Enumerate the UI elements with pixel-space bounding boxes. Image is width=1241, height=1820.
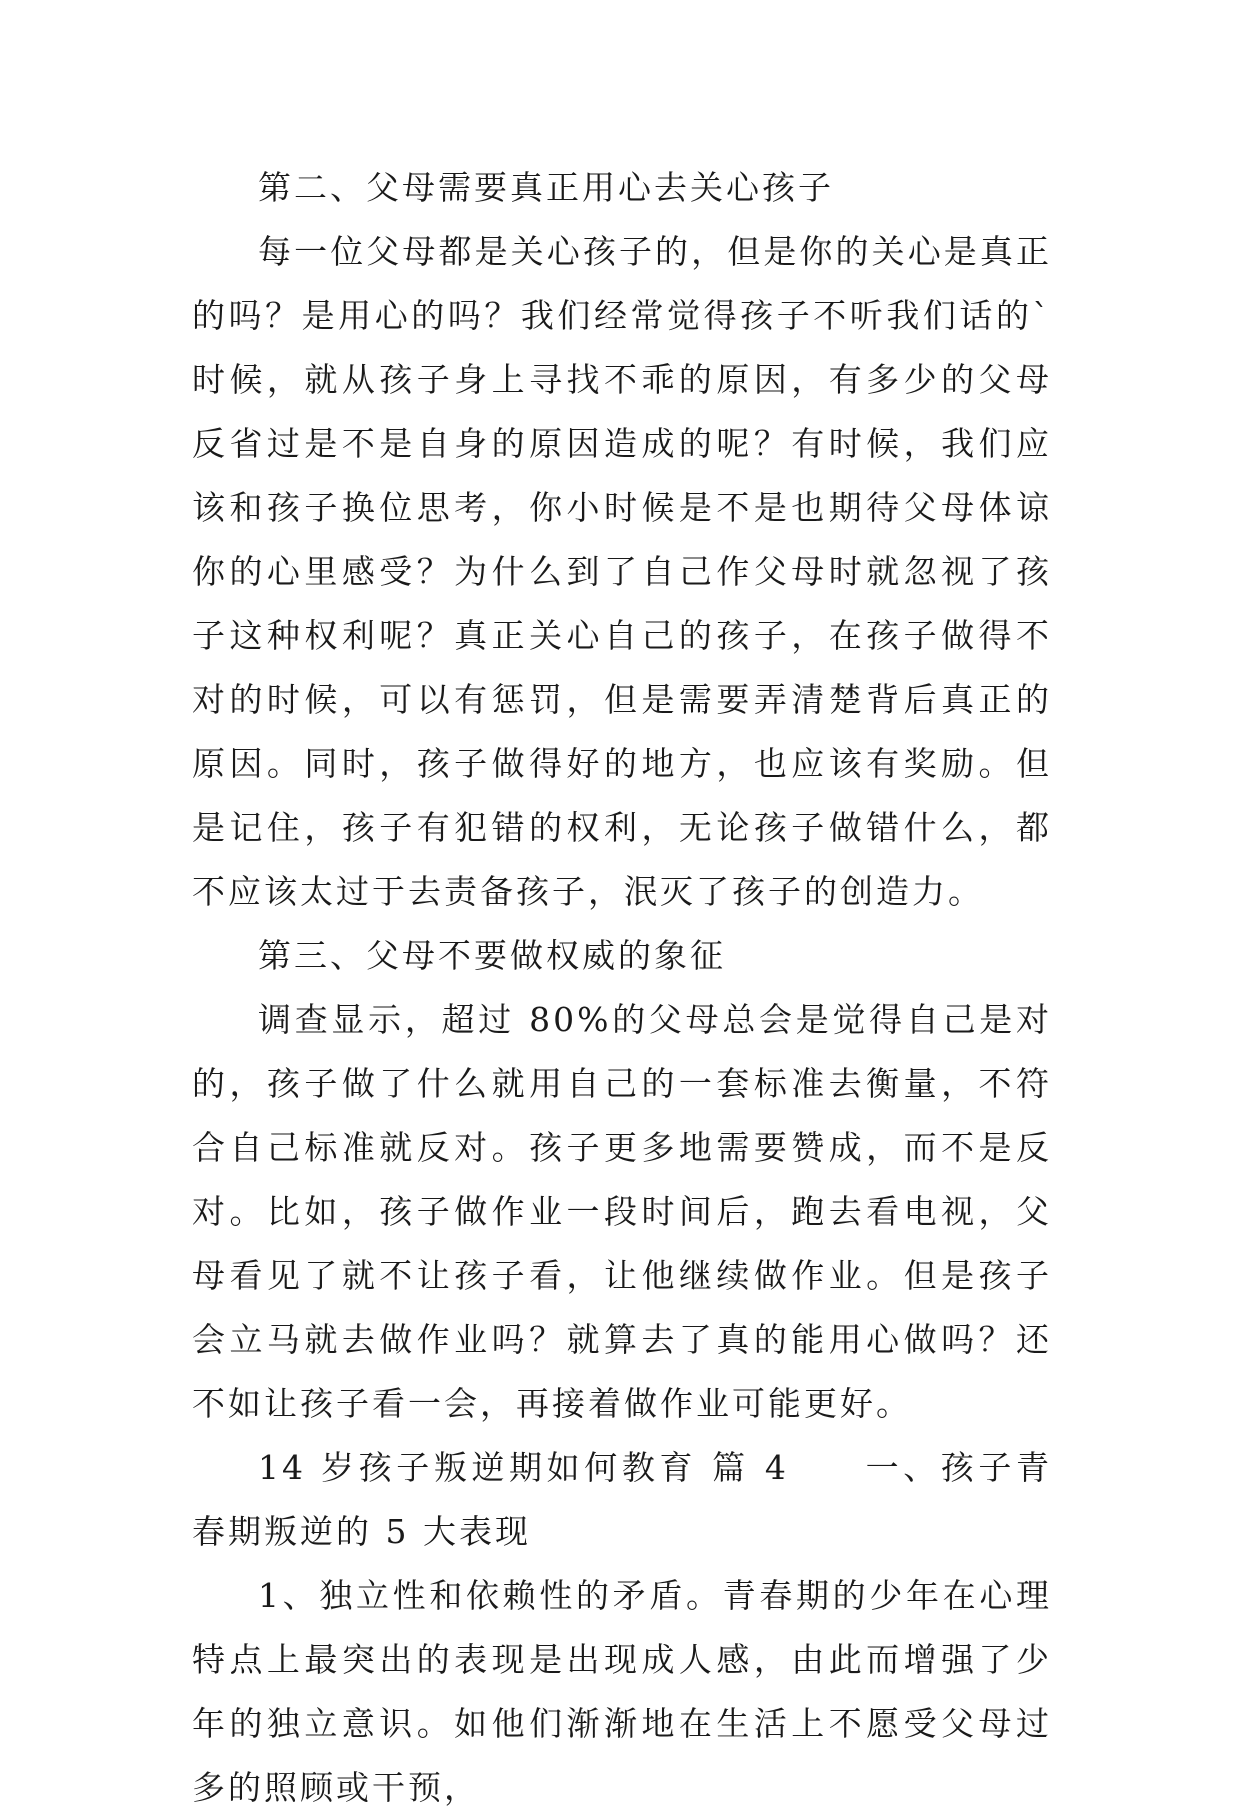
paragraph-care: 每一位父母都是关心孩子的，但是你的关心是真正的吗？是用心的吗？我们经常觉得孩子不听我们话的`时候，就从孩子身上寻找不乖的原因，有多少的父母反省过是不是自身的原因造成的呢？有时候，我们应该和孩子换位思考，你小时候是不是也期待父母体谅你的心里感受？为什么到了自己作父母时就忽视了孩子这种权利呢？真正关心自己的孩子，在孩子做得不对的时候，可以有惩罚，但是需要弄清楚背后真正的原因。同时，孩子做得好的地方，也应该有奖励。但是记住，孩子有犯错的权利，无论孩子做错什么，都不应该太过于去责备孩子，泯灭了孩子的创造力。 bbox=[192, 232, 1052, 911]
paragraph-article-four-title: 14 岁孩子叛逆期如何教育 篇 4 一、孩子青春期叛逆的 5 大表现 bbox=[192, 1448, 1052, 1551]
paragraph-independence: 1、独立性和依赖性的矛盾。青春期的少年在心理特点上最突出的表现是出现成人感，由此而增强了少年的独立意识。如他们渐渐地在生活上不愿受父母过多的照顾或干预， bbox=[192, 1576, 1052, 1807]
document-body bbox=[192, 156, 1052, 1820]
section-heading-two: 第二、父母需要真正用心去关心孩子 bbox=[258, 168, 834, 207]
section-heading-three: 第三、父母不要做权威的象征 bbox=[258, 936, 726, 975]
paragraph-authority: 调查显示，超过 80%的父母总会是觉得自己是对的，孩子做了什么就用自己的一套标准去衡量，不符合自己标准就反对。孩子更多地需要赞成，而不是反对。比如，孩子做作业一段时间后，跑去看电视，父母看见了就不让孩子看，让他继续做作业。但是孩子会立马就去做作业吗？就算去了真的能用心做吗？还不如让孩子看一会，再接着做作业可能更好。 bbox=[192, 1000, 1052, 1423]
